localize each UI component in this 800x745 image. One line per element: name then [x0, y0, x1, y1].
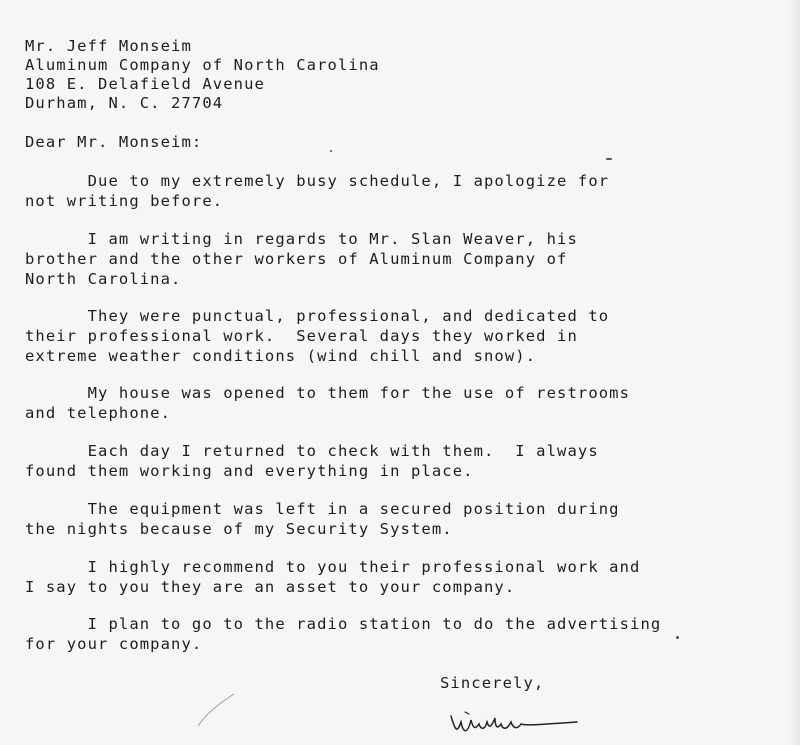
paragraph-3-line-1: They were punctual, professional, and dedicated to [25, 307, 610, 325]
paragraph-1-line-2: not writing before. [25, 192, 224, 210]
paragraph-6-line-1: The equipment was left in a secured position during [25, 500, 620, 518]
paragraph-4-line-1: My house was opened to them for the use of restrooms [25, 384, 631, 402]
signature [445, 700, 585, 745]
paragraph-2-line-3: North Carolina. [25, 270, 182, 288]
paragraph-8-line-2: for your company. [25, 635, 203, 653]
paragraph-8-line-1: I plan to go to the radio station to do the advertising [25, 615, 662, 633]
recipient-city: Durham, N. C. 27704 [25, 94, 224, 112]
paragraph-5-line-1: Each day I returned to check with them. I always [25, 442, 599, 460]
scan-edge-shadow [786, 0, 800, 745]
paragraph-7-line-2: I say to you they are an asset to your company. [25, 578, 516, 596]
paragraph-3-line-2: their professional work. Several days they worked in [25, 327, 578, 345]
salutation: Dear Mr. Monseim: [25, 133, 203, 151]
closing: Sincerely, [440, 674, 545, 692]
recipient-street: 108 E. Delafield Avenue [25, 75, 265, 93]
recipient-name: Mr. Jeff Monseim [25, 37, 192, 55]
scan-speck [330, 150, 332, 152]
scan-speck [606, 158, 612, 160]
paragraph-1-line-1: Due to my extremely busy schedule, I apologize for [25, 172, 610, 190]
paragraph-4-line-2: and telephone. [25, 404, 172, 422]
paragraph-5-line-2: found them working and everything in place. [25, 462, 474, 480]
paragraph-6-line-2: the nights because of my Security System. [25, 520, 453, 538]
paragraph-7-line-1: I highly recommend to you their professional work and [25, 558, 641, 576]
recipient-company: Aluminum Company of North Carolina [25, 56, 380, 74]
stray-pen-mark [196, 692, 236, 728]
paragraph-2-line-1: I am writing in regards to Mr. Slan Weaver, his [25, 230, 578, 248]
paragraph-2-line-2: brother and the other workers of Aluminum Company of [25, 250, 568, 268]
scan-speck [676, 636, 679, 639]
paragraph-3-line-3: extreme weather conditions (wind chill and snow). [25, 347, 537, 365]
